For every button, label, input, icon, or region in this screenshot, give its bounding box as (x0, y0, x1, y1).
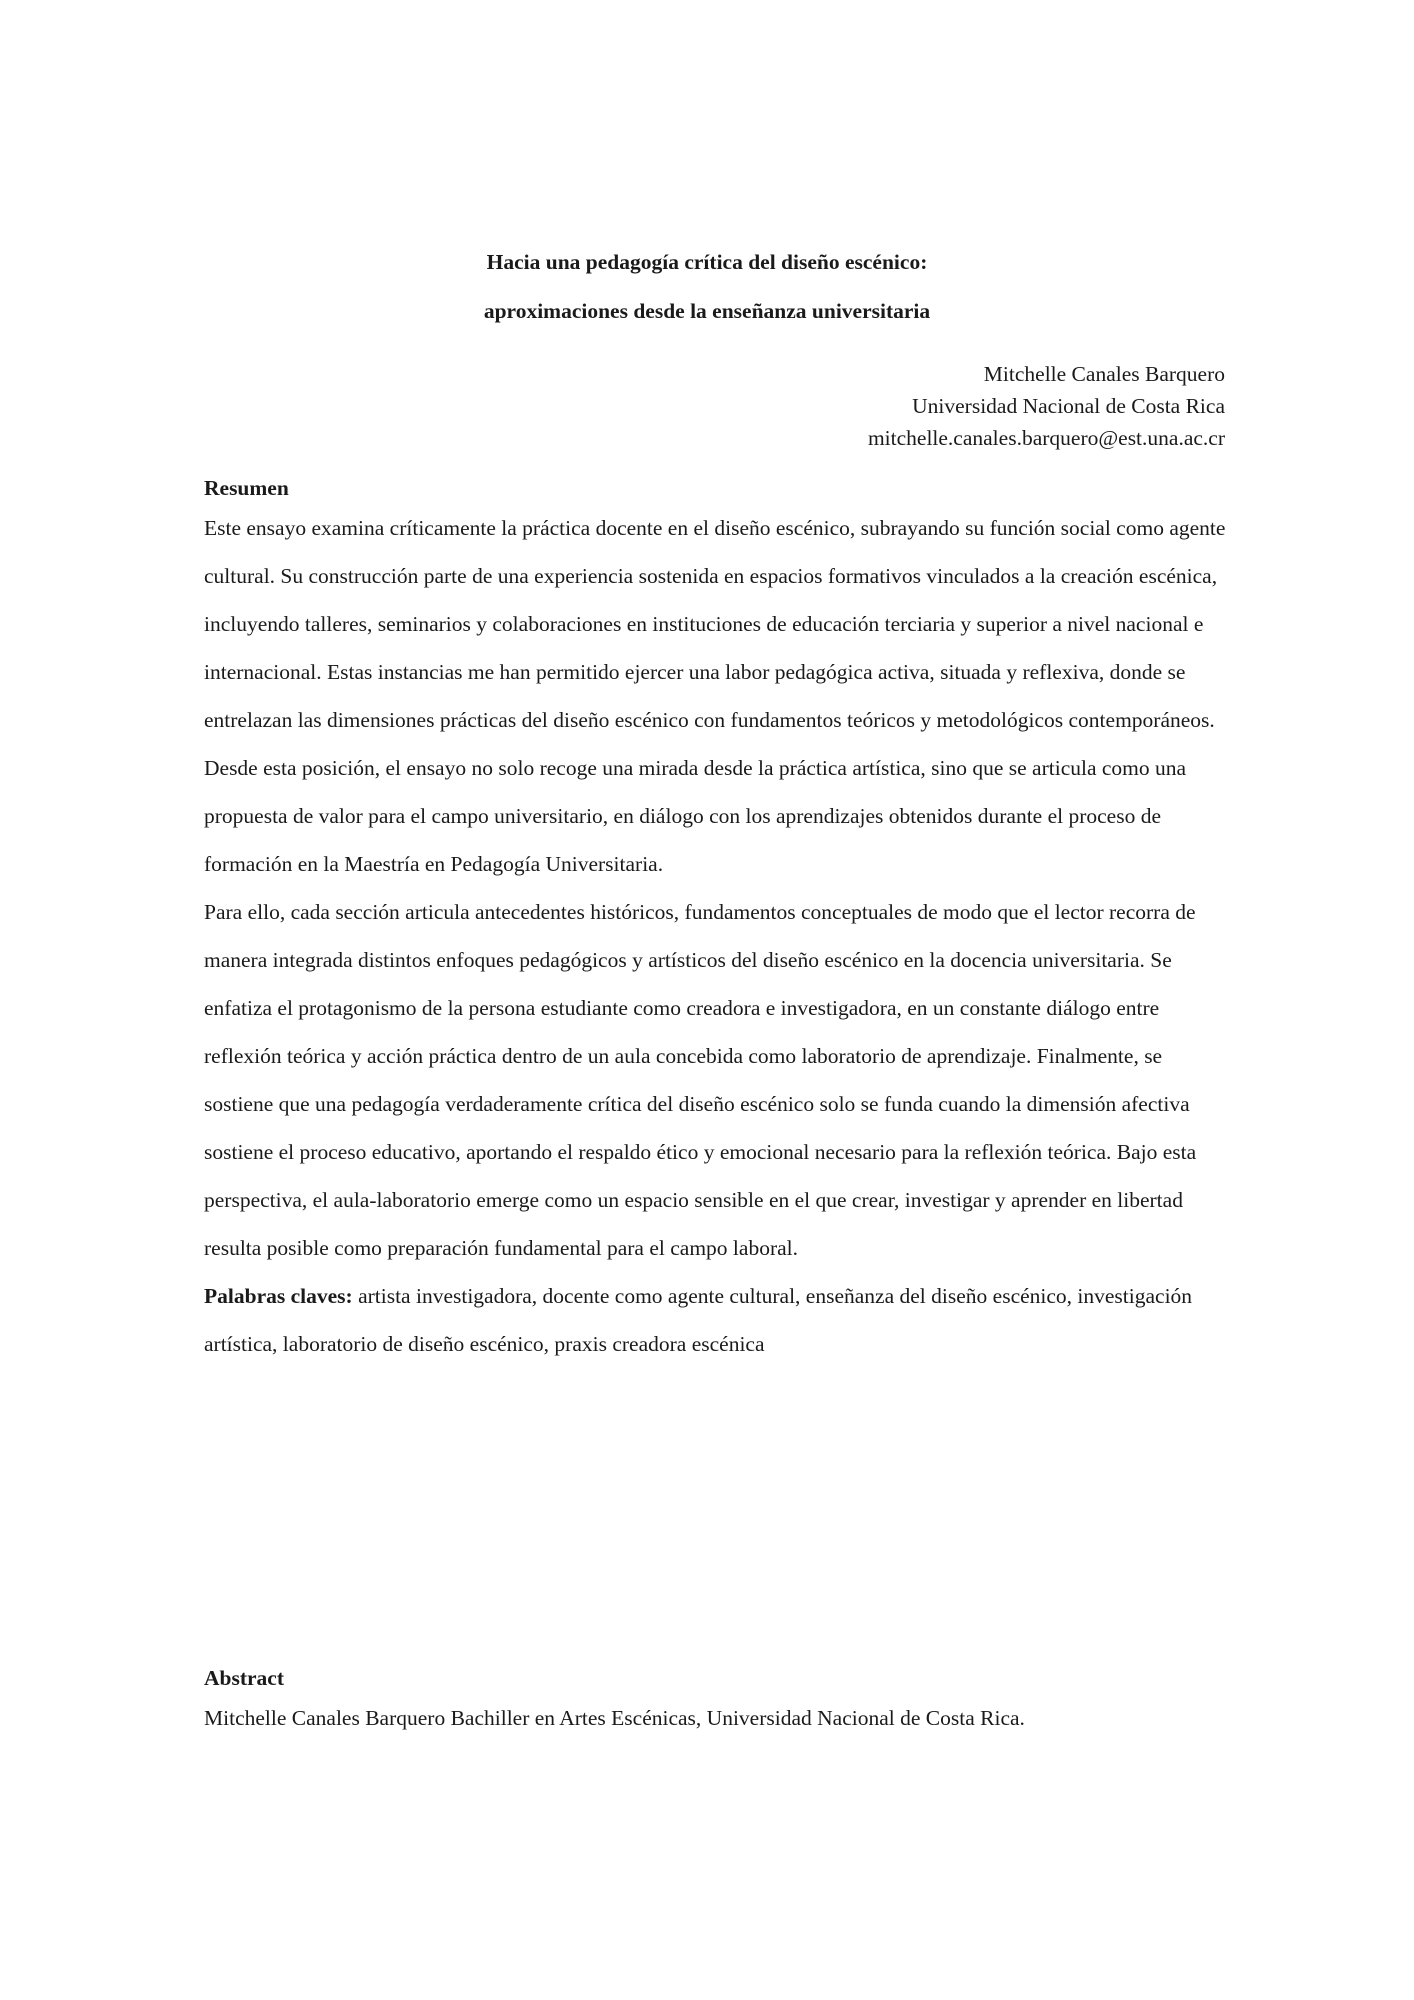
author-name: Mitchelle Canales Barquero (983, 362, 1225, 386)
abstract-text: Mitchelle Canales Barquero Bachiller en Artes Escénicas, Universidad Nacional de Costa Rica. (204, 1706, 1025, 1730)
resumen-paragraph: Para ello, cada sección articula antecedentes históricos, fundamentos conceptuales de modo que el lector recorra de manera integrada distintos enfoques pedagógicos y artísticos del diseño escénico en la docencia universitaria. Se enfatiza el protagonismo de la persona estudiante como creadora e investigadora, en un constante diálogo entre reflexión teórica y acción práctica dentro de un aula concebida como laboratorio de aprendizaje. Finalmente, se sostiene que una pedagogía verdaderamente crítica del diseño escénico solo se funda cuando la dimensión afectiva sostiene el proceso educativo, aportando el respaldo ético y emocional necesario para la reflexión teórica. Bajo esta perspectiva, el aula-laboratorio emerge como un espacio sensible en el que crear, investigar y aprender en libertad resulta posible como preparación fundamental para el campo laboral. (204, 900, 1197, 1260)
author-affiliation: Universidad Nacional de Costa Rica (912, 394, 1225, 418)
keywords (204, 1272, 1234, 1368)
title-line-2: aproximaciones desde la enseñanza universitaria (483, 299, 931, 323)
resumen-paragraph: Desde esta posición, el ensayo no solo recoge una mirada desde la práctica artística, sino que se articula como una propuesta de valor para el campo universitario, en diálogo con los aprendizajes obtenidos durante el proceso de formación en la Maestría en Pedagogía Universitaria. (204, 756, 1187, 876)
resumen-section (204, 472, 1234, 1368)
paper-title (0, 238, 1414, 336)
resumen-paragraph: Este ensayo examina críticamente la práctica docente en el diseño escénico, subrayando su función social como agente cultural. Su construcción parte de una experiencia sostenida en espacios formativos vinculados a la creación escénica, incluyendo talleres, seminarios y colaboraciones en instituciones de educación terciaria y superior a nivel nacional e internacional. Estas instancias me han permitido ejercer una labor pedagógica activa, situada y reflexiva, donde se entrelazan las dimensiones prácticas del diseño escénico con fundamentos teóricos y metodológicos contemporáneos. (204, 516, 1226, 732)
title-line-1: Hacia una pedagogía crítica del diseño escénico: (486, 250, 928, 274)
keywords-label: Palabras claves: (204, 1284, 353, 1308)
abstract-section (204, 1662, 1234, 1742)
abstract-heading: Abstract (204, 1666, 285, 1690)
keywords-text: artista investigadora, docente como agente cultural, enseñanza del diseño escénico, investigación artística, laboratorio de diseño escénico, praxis creadora escénica (204, 1284, 1193, 1356)
author-email: mitchelle.canales.barquero@est.una.ac.cr (867, 426, 1225, 450)
author-info (868, 358, 1225, 454)
resumen-heading: Resumen (204, 476, 289, 500)
